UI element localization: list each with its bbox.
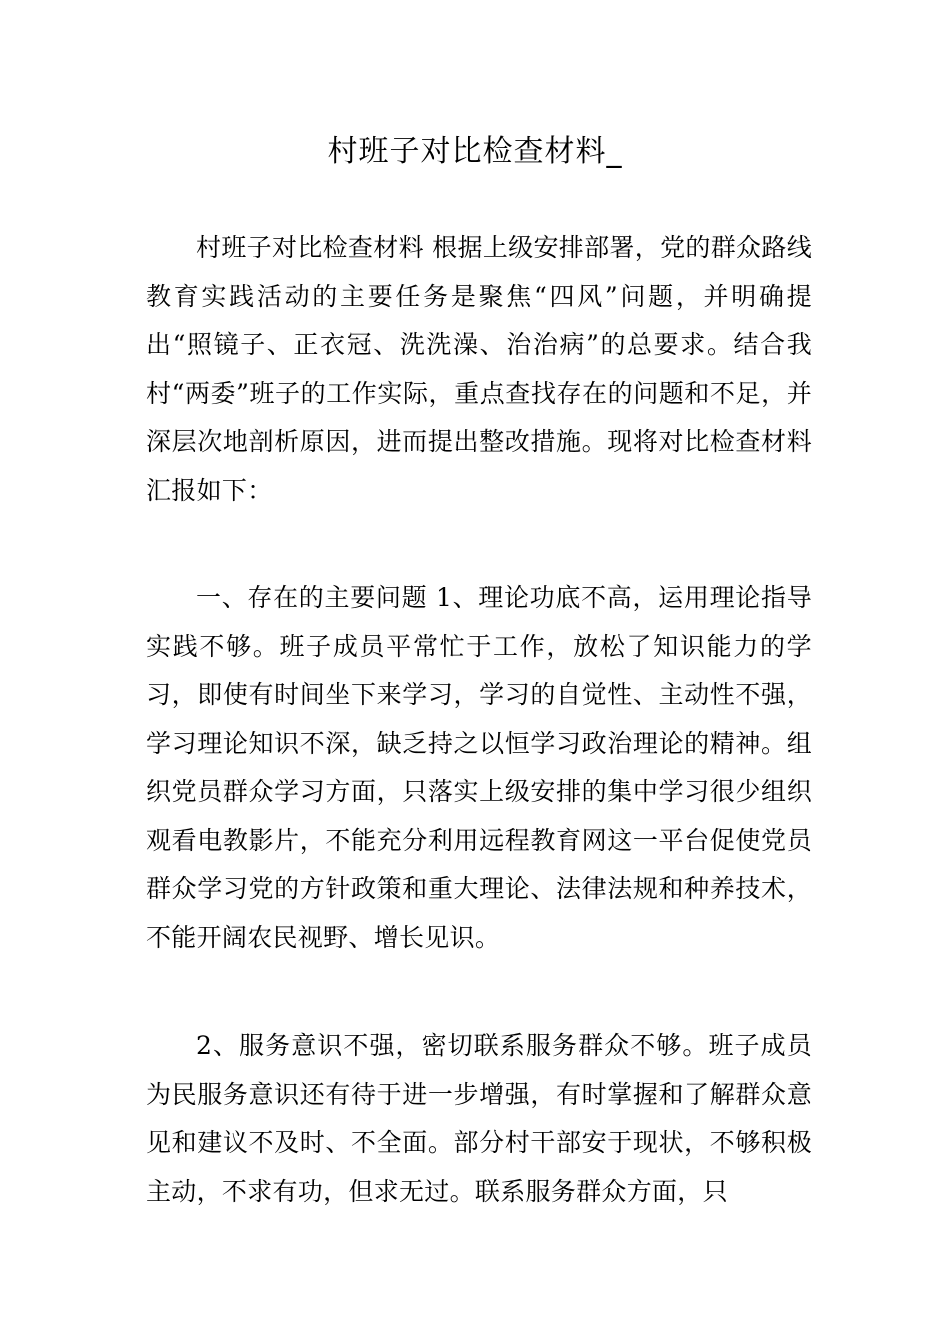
document-title: 村班子对比检查材料_ (327, 134, 623, 169)
paragraph-problem-2: 2、服务意识不强，密切联系服务群众不够。班子成员为民服务意识还有待于进一步增强，有时掌握和了解群众意见和建议不及时、不全面。部分村干部安于现状，不够积极主动，不求有功，但求无过。联系服务群众方面，只 (146, 1031, 812, 1206)
paragraph-problem-1: 一、存在的主要问题 1、理论功底不高，运用理论指导实践不够。班子成员平常忙于工作，放松了知识能力的学习，即使有时间坐下来学习，学习的自觉性、主动性不强，学习理论知识不深，缺乏持之以恒学习政治理论的精神。组织党员群众学习方面，只落实上级安排的集中学习很少组织观看电教影片，不能充分利用远程教育网这一平台促使党员群众学习党的方针政策和重大理论、法律法规和种养技术，不能开阔农民视野、增长见识。 (146, 583, 812, 952)
paragraph-intro: 村班子对比检查材料 根据上级安排部署，党的群众路线教育实践活动的主要任务是聚焦“四风”问题，并明确提出“照镜子、正衣冠、洗洗澡、治治病”的总要求。结合我村“两委”班子的工作实际，重点查找存在的问题和不足，并深层次地剖析原因，进而提出整改措施。现将对比检查材料汇报如下： (146, 233, 812, 505)
